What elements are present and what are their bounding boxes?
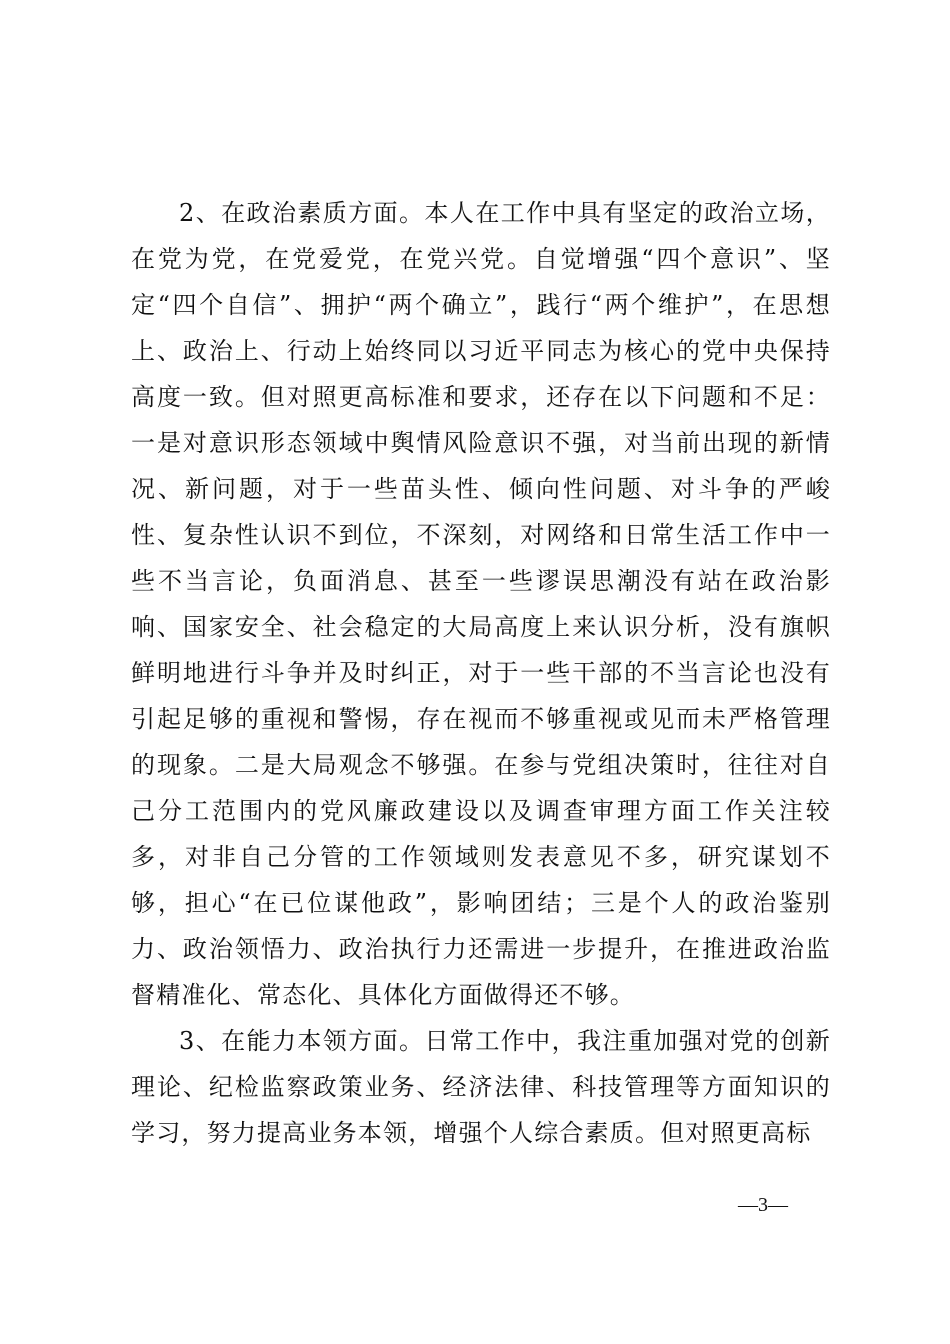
page-number: —3— [738, 1194, 788, 1216]
body-text [131, 190, 831, 1156]
paragraph-ability: 3、在能力本领方面。日常工作中，我注重加强对党的创新理论、纪检监察政策业务、经济法律、科技管理等方面知识的学习，努力提高业务本领，增强个人综合素质。但对照更高标 [131, 1027, 831, 1147]
paragraph-political-quality: 2、在政治素质方面。本人在工作中具有坚定的政治立场，在党为党，在党爱党，在党兴党。自觉增强“四个意识”、坚定“四个自信”、拥护“两个确立”，践行“两个维护”，在思想上、政治上、行动上始终同以习近平同志为核心的党中央保持高度一致。但对照更高标准和要求，还存在以下问题和不足：一是对意识形态领域中舆情风险意识不强，对当前出现的新情况、新问题，对于一些苗头性、倾向性问题、对斗争的严峻性、复杂性认识不到位，不深刻，对网络和日常生活工作中一些不当言论，负面消息、甚至一些谬误思潮没有站在政治影响、国家安全、社会稳定的大局高度上来认识分析，没有旗帜鲜明地进行斗争并及时纠正，对于一些干部的不当言论也没有引起足够的重视和警惕，存在视而不够重视或见而未严格管理的现象。二是大局观念不够强。在参与党组决策时，往往对自己分工范围内的党风廉政建设以及调查审理方面工作关注较多，对非自己分管的工作领域则发表意见不多，研究谋划不够，担心“在已位谋他政”，影响团结；三是个人的政治鉴别力、政治领悟力、政治执行力还需进一步提升，在推进政治监督精准化、常态化、具体化方面做得还不够。 [131, 199, 831, 1009]
